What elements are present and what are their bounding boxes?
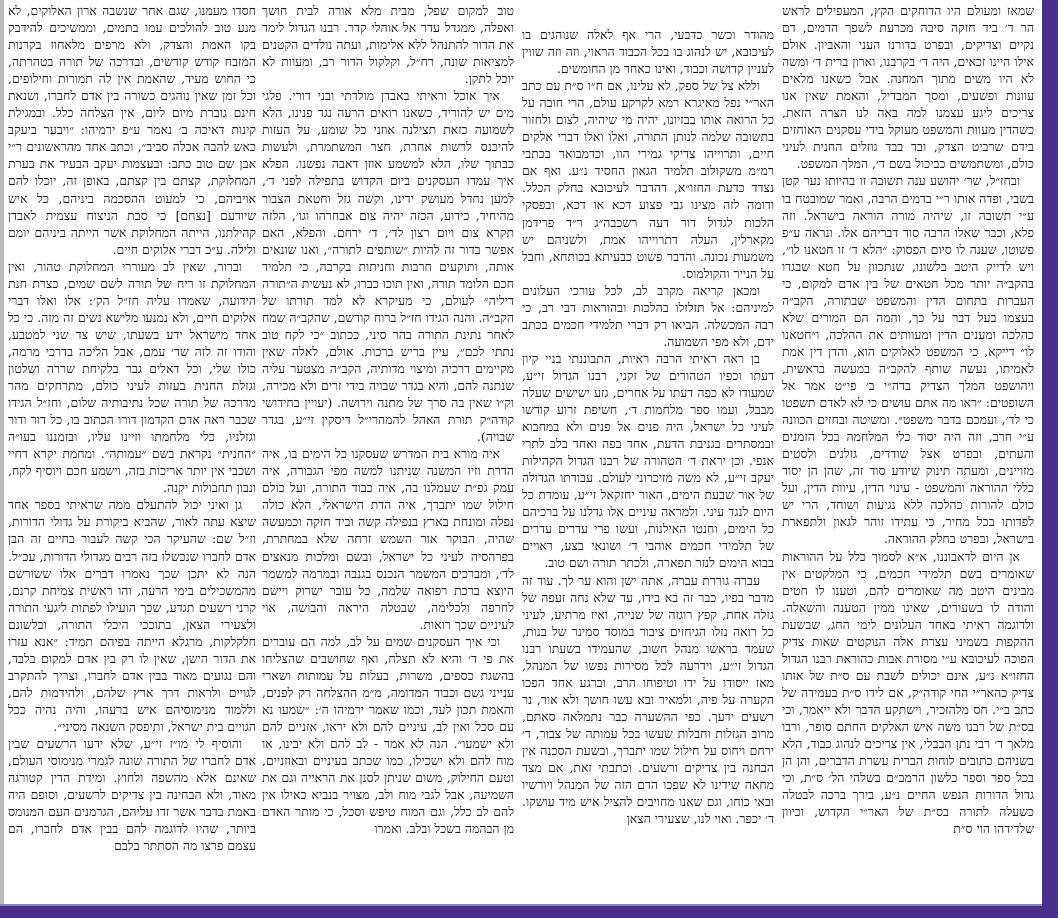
column-1-paragraph-3: אן היום לדאבוננו, א״א לסמוך כלל על ההוראות שאומרים בשם תלמידי חכמים, כי המלקטים אין מבינים היטב מה שאומרים להם, וטענו לו חטים והודה לו בשעורים, שאינו ממין הטענה והשאלה. ולדוגמה ראיתי באחד העלונים לימי החג, שבשעת ההקפות בשמיני עצרת אלה הנוקטים שאות צדיק הפוכה לעיכובא ע״י מסורת אבות כהוראת רבנו הגדול החזו״א נ״ע, אינם יכולים לשבת עם ס״ת של אותו צדיק כהאר״י החי קודה״ק, אם לידו ס״ת בעמידה של כתב ב״י. חס מלהזכיר, וישתקע הדבר ולא ייאמר, וכי בס״ת של רבנו משה איש האלקים החתם סופר, ורבו מלאך ד׳ רבי נתן הבבלי, אין צריכים לנהוג כבוד, הלא בשניהם כתובים לוחות הברית עשרת הדברים, והן הן בכל ספר וספר כלשון הרמב״ם בשלהי הל׳ ס״ת, וכי גדול הדורות הנפש החיים נ״ע, בירך ברכה לבטלה כשעלה לתורה בס״ת של האר״י הקדוש, וכיוון שלדידהו הוי ס״ת — [782, 548, 1034, 837]
page-frame-bottom-bar — [0, 906, 1058, 918]
column-3-paragraph-3: איה מורא בית המדרש שעסקנו כל הימים בו, איה הדרת וזיו המשנה שניתנו למשה מפי הגבורה, איה עמק גפ״ת שעמלנו בה, איה כבוד התורה, ועל כולם חילול שמו יתברך, איה הדת הישראלי, הלא כולה נפלה ומונחת בארץ בנפילה קשה וביד חזקה וכמעשה שהיה, הבוקר אור השמש זרחה שלא במחתרת, בפרהסיה לעיני כל ישראל, ובשם ומלכות מנאצים לד׳, ומברכים המשמר הנכנס בגנבה ובמרמה למשמר היוצא ברכת רפואה שלמה, כל עובר ישרוק ויישם לחרפה ולכלימה, שבטלה היראה והבושה, אוי לעיניים שכך רואות. — [262, 446, 514, 632]
column-2-paragraph-1: מהודר וכשר כדבעי, הרי אף לאלה שנוהגים בו לעיכובא, יש לנהוג בו בכל הכבוד הראוי, וזה וזה שווין לעניין קדושה וכבוד, ואינו כאחד מן החומשים. — [522, 27, 774, 77]
column-4-paragraph-1: חסדו מעמנו, שגם אחר שנשבה ארון האלוקים, לא מנע טוב להולכים עמו בתמים, וממשיכים להידבק בקו האמת והצדק, ולא מרפים מלאחוז בקרנות המזבח קודש קודשים, ובדרכה של תורה בטהרתה, כי החוש מעיד, שהאמת אין לה תמורות וחילופים, וכל זמן שאין נוהגים כשורה בין אדם לחברו, ושנאת חינם גוברת מיום ליום, אין הצלחה כלל. ובמגילת קינות דאיכה ב׳ נאמר ע״פ ירמיהו: ״ויבער ביעקב כאש להבה אכלה סביב״, וכתב אחד מהראשונים ר״י אבן שם טוב כתב: ובעצמות יעקב הבעיר את בערת המחלוקת, קצתם בין קצתם, באופן זה, יוכלו להם אויביהם, כי למעוט ההסכמה ביניהם, כל איש שיודעם [נצחם] כי סבת הניצוח עצמית לאבדן קהילתנו, הייתה המחלוקת אשר הייתה ביניהם יומם ולילה. ע״כ דברי אלוקים חיים. — [8, 3, 256, 257]
column-4-paragraph-4: והוסיף לי מו״ז זי״ע, שלא ידעו הרשעים שבין אדם לחברו של התורה שונה לגמרי מנימוסי העולם, שאינם אלא מהשפה ולחוץ. ומידת הדין קטורגה מאוד, ולא הבחינה בין צדיקים לרשעים, וסופם היה באמת בדבר אשר זדו עליהם, הגרמנים העם המנומס ביותר, שהיו לדוגמה להם בבין אדם לחברו, הם עצמם פרצו מה הסתתר בלבם — [8, 736, 256, 854]
column-1-paragraph-2: ובחז״ל, שר׳ יהושע ענה תשובה זו בהיותו נער קטן בשבי, ופדה אותו ר״י בדמים הרבה, ואמר שמובטח בו ע״י תשובה זו, שיהיה מורה הוראה בישראל. וזה פלא, וכבר שאלו הרבה סוד דבריהם אלו. ונראה ע״פ פשוטו, שענה לו סיום הפסוק: ״הלא ד׳ זו חטאנו לו״, ויש לדייק היטב בלשונו, שנתכוון על חטא שבגדו בהקב״ה יותר מכל חטאים של בין אדם למקום, כי העברות בתחום הדין והמשפט שבתורה, הקב״ה בעצמו בעל דבר על כך, והמה הם המורים שלא כהלכה ומענים הדין ומעוותים את ההלכה, ו״חטאנו לו״ דייקא, כי המשפט לאלוקים הוא, והדן דין אמת לאמיתו, נעשה שותף להקב״ה במעשה בראשית, ויהושפט המלך הצדיק בדה״י ב׳ פי״ט אמר אל השופטים: ״ראו מה אתם עושים כי לא לאדם תשפטו כי לד׳, ועמכם בדבר משפט״. ומשיטה ובחזים הכוונה ע״י חרב, וזה היה יסוד כלי המלחמה בכל הזמנים והעתים, ובפרט אצל שודדים, גזלנים ולסטים מזויינים, ומעתה תינוק שיודע סוד זה, שהן הן יסוד כללי ההוראה והמשפט - עינוי הדין, עיוות הדין, ועל כולם להורות כהלכה ללא נגיעות ושוחד, הרי יש לפדותו בכל מחיר, כי עתידו זוהר לגאון ולתפארת בישראל, ובפרט בחלק ההוראה. — [782, 173, 1034, 547]
page-frame-right-bar — [1042, 0, 1058, 918]
column-3-paragraph-2: איך אוכל וראיתי באבדן מולדתי ובני דורי. פלגי מים יש להוריד, כשאנו רואים הרעה נגד פנינו, הלא לשמועה כזאת תצילנה אוזני כל שומע, על העזות להיכנס לרשות אחרת, חצר המשתמרת, ולעשות כבתוך שלו, הלא למשמע אוזן דאבה נפשנו. הפלא איך עמדו העסקנים ביום הקדוש בתפילה לפני ד׳, למען נחדל מעושק ידינו, וקשה גזל וחטאת הצבור מהיחיד, כידוע, הכזה יהיה צום אבחרהו וגו׳, הלזה תקרא צום ויום רצון לד׳, ד׳ ירחם. והפלא, האם אפשר בדור זה להיות ״שותפים לתורה״, ואנו שונאים אותה, ותוקעים חרבות וחניתות בקרבה, כי תלמיד חכם הלומד תורה, ואין תוכו כברו, לא נעשית ה״תורה דיליה״ לעולם, כי מעיקרא לא למד תורתו של הקב״ה. והנה הגידו חז״ל ברוח קודשם, שהקב״ה שמח לאחר נתינת התורה בהר סיני, ככתוב ״כי לקח טוב נתתי לכם״, עיין בריש ברכות. אולם, לאלה שאין מקיימים דרכיה ומיצוי מדותיה, הקב״ה מצטער עליה שנתנה להם, והיא בגדר שבויה בידי זרים ולא מכירה, וק״ו שאין בה סרך של מתנה וירושה. (יעויין בחידושי קודה״ק תורת האהל להמהרי״ל דיסקין זי״ע, בגדר שבויה). — [262, 88, 514, 445]
text-column-4 — [8, 2, 256, 899]
text-column-1 — [782, 2, 1034, 899]
column-2-paragraph-5: עברה גוררת עברה, אתה ישן והוא ער לך. עוד זה מדבר בפיו, כבר זה בא בידו, עד שלא נחה זעפה של גזלה אחת, קפץ רוגזה של שנייה, ואיז מרתיע, לעיני כל רואה נזלו הגיחזים ציבור במוסד סמינר של בנות, שעמד בראשו מנהל חשוב, שהעמידו בשעתו רבנו הגדול זי״ע, וידרעה לכל מסירות נפשו של המנהל, מאז ייסודו על ידו וטיפוחו הרב, וברגע אחד הפכו הקערה על פיה, ולמאיר ובא עשו חושך ולא אור, נר רשעים ידעך. כפי ההשערה כבר נתמלאה סאתם, מרוב הגזלות וחבלות שעשו בכל עמותה של צבור, ד׳ ירחם ויחוס על חילול שמו יתברך, ובשעת הסכנה אין הבחנה בין צדיקים ורשעים. וכתבתי זאת, אם מצד מחאה שידינו לא שפכו הדם הזה של המנהל ויורשיו ובאי כוחו, וגם שאנו מחויבים להציל איש מיד עושקו. ד׳ יכפר. ואוי לנו, שצעירי הצאן — [522, 572, 774, 827]
page-left-edge — [0, 0, 4, 906]
text-column-3 — [262, 2, 514, 899]
column-3-paragraph-1: טוב למקום שפל, מבית מלא אורה לבית חושך ואפלה, ממגדל עדר אל אוהלי קדר. רבנו הגדול לימד את הדור להתנהל ללא אלימות, ועתה נולדים הקטנים למציאות שונה, רח״ל, וקלקול הדור רב, ומעוות לא יוכל לתקן. — [262, 3, 514, 87]
column-3-paragraph-4: וכי איך העסקנים שמים על לב, למה הם עוברים את פי ד׳ והיא לא תצלח, ואף שחושבים שהצליחו בהשגת כספים, משרות, בעלות על עמותות ושארי ענייני גשם וכבוד המדומה, מ״מ ההצלחה רק לפנים, והאמת תכון לעד, וכמו שאמר ירמיהו ה׳: ״שמעו נא עם סכל ואין לב, עיניים להם ולא יראו, אזניים להם ולא ישמעו״. הנה לא אמר - לב להם ולא יבינו, או מוח להם ולא ישכילו, כמו שכתב בעיניים ובאוזניים, וטעם החילוק, משום שניתן לסנן את הראייה וגם את השמיעה, אבל לגבי מוח ולב, מצויר בנביא כאילו אין להם לב כלל, וגם המוח טיפש וסכל, כי מותר האדם מן הבהמה בשכל ובלב. ואמרו — [262, 633, 514, 837]
column-2-paragraph-4: בן ראה ראיתי הרבה ראיות, התבוננתי בניי קיון דעתו וכפיו הטהורים של זקני, רבנו הגדול זי״ע, שמעודו לא כפה דעתו על אחרים, גזע ישישים שעלה מבבל, ועמו ספר מלחמות ד׳, חשיפת זרוע קודשו לעיני כל ישראל, היה פנים אל פנים ולא במחבוא ובמסתרים בגניבת הדעת, אחד בפה ואחד בלב לתרי אנפי. וכן יראת ד׳ הטהורה של רבנו הגדול הקהילות יעקב זי״ע, לא משה מזיכרוני לעולם. עבודתו הגדולה של אור שבעת הימים, האור יחזקאל זי״ע, עומדת כל היום לנגד עיני. ולמראה עיניים אלו גדלנו על ברכיהם כל הימים, וחנטו האילנות, ועשו פרי עדרים עדרים של תלמידי חכמים אוהבי ד׳ ושונאי בצע, ראויים בבוא הימים לנזר תפארה, ולכתר תורה ושם טוב. — [522, 350, 774, 571]
text-column-2 — [522, 26, 774, 899]
column-2-paragraph-3: ומכאן קריאה מקרב לב, לכל עורכי העלונים למיניהם: אל תזלזלו בהלכות ובהוראות דבי רב, כי רבה המכשלה. הביאו רק דברי תלמידי חכמים בכתב ידם, ולא מפי השמועה. — [522, 282, 774, 349]
column-2-paragraph-2: וללא צל של ספק, לא עלינו, אם ח״ו ס״ת עם כתב האר״י נפל מאיגרא רמא לקרקע עולם, הרי חובה על כל הרואה אותו בבזיונו, יהיה מי שיהיה, לצום ולחזור בתשובה שלמה לנותן התורה, ואלו ואלו דברי אלקים חיים, ותרוייהו צדיקי גמירי הוו, וכדמבואר בכתבי רמ״מ משקולוב תלמיד הגאון החסיד נ״ע. ואף אם נצדד כדעת החזו״א, דהדבר לעיכובא בחלק הכלל. ודומה לזה מצינו גבי פצוע דכא או דכא, ובפסקי הלכות לגדול דור דעה רשכבה״ג ר״ד פרידמן מקארלין, העלה דתרוייהו אמת, ולשניהם יש משמעות נכונה. והדבר פשוט כבעיתא בכותחא, וחבל על הנייר והקולמוס. — [522, 78, 774, 281]
column-1-paragraph-1: שמאז ומעולם היו הדוחקים הקץ, המעפילים לראש הר ד׳ ביד חזקה סיבה מכרעת לשפך הדמים, דם נקיים וצדיקים, ובפרט בדורנו העני והאביון. אולם אילו היינו זכאים, היה ד׳ בקרבנו, וארון ברית ד׳ ומשה לא היו משים מתוך המחנה. אבל כשאנו מלאים עוונות ופשעים, ומסך המבדיל, והאמת שאין אנו צריכים ליגע עצמנו למה באה לנו הצרה הזאת, כשהדין מעוות והמשפט מעוקל בידי עסקנים האוחזים בידם שרביט הצדק, ובד בבד גוזלים החנית לעיני כולם, ומשתמשים כביכול בשם ד׳, המלך המשפט. — [782, 3, 1034, 172]
column-4-paragraph-3: גן ואיני יכול להתעלם ממה שראיתי בספר אחד שיצא עתה לאור, שהביא ביקורת על גדולי הדורות, וז״ל שם: שהעיקר הכי קשה לעבור בחיים זה הבן אדם לחברו שנכשלו בזה רבים מגדולי הדורות, עכ״ל. הנה לא יתכן שכך נאמרו דברים אלו ששורשם מהמשכילים בימי הרעה, והו ראשית צמיחת קרנם, קרני רשעים תגדע, שכך הועילו לפתות ליגעי התורה ולצעירי הצאן, בתוככי היכלי התורה, ובלשונם חלקלקות, מרגלא הייתה בפיהם תמיד: ״אנא עזרו את הדור הישן, שאין לו רק בין אדם למקום בלבד, והם נגועים מאוד בבין אדם לחברו, וצריך להתקרב לגויים ולראות דרך ארץ שלהם, ולהידמות להם, וללמוד מנימוסיהם איש ברעהו, והיה נהיה ככל הגויים בית ישראל, ותיפסק השנאה מסיני״. — [8, 497, 256, 734]
column-4-paragraph-2: וברור, שאין לב מעוררי המחלוקת טהור, ואין המחלוקת זו ריח של תורה לשם שמים, כצרת חנת הידועה, שאמרו עליה חז״ל הק׳: אלו ואלו דברי אלוקים חיים, ולא נמנעו מלישא נשים זה מזה. כי כל אחד מישראל ידע בשעתו, שיש צד שני למטבע, והודו זה לזה שד׳ עמם, אבל הליכה בדרכי מרמה, כולו שלי, וכל דאלים גבר בלקיחת שררה ושלטון וגזלת החנית בעזות לעיני כולם, מתרחקים מהר מדרכה של תורה שכל נתיבותיה שלום, וחז״ל הגידו שכבר ראה אדם הקדמון דורו הכתוב בו, כל דור ודור וגזלניו, כלי מלחמתו וזיינו עליו, ובזמננו בעו״ה ״החנית״ נקראת בשם ״עמותה״. ומחמת יקרא דחיי ושכבי אין יותר אריכות בזה, וישמע חכם ויוסיף לקח, ונבון תחבולות יקנה. — [8, 258, 256, 496]
